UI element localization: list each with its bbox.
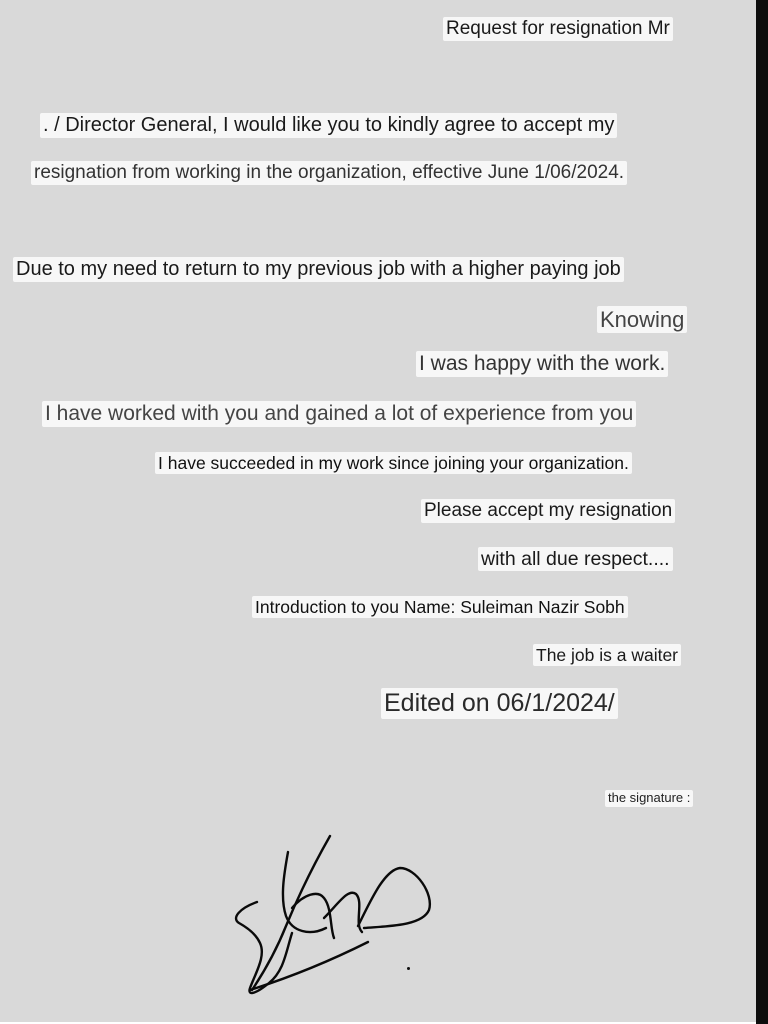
edited-date: Edited on 06/1/2024/ bbox=[381, 688, 618, 719]
handwritten-signature bbox=[226, 830, 436, 1002]
letter-line-happy: I was happy with the work. bbox=[416, 351, 668, 377]
letter-line-job: The job is a waiter bbox=[533, 644, 681, 666]
letter-line-director-general: . / Director General, I would like you to kindly agree to accept my bbox=[40, 113, 617, 138]
letter-line-name: Introduction to you Name: Suleiman Nazir Sobh bbox=[252, 596, 628, 618]
letter-line-accept: Please accept my resignation bbox=[421, 499, 675, 523]
letter-line-effective-date: resignation from working in the organization, effective June 1/06/2024. bbox=[31, 161, 627, 185]
letter-line-respect: with all due respect.... bbox=[478, 547, 673, 571]
signature-dot bbox=[407, 967, 410, 970]
letter-line-knowing: Knowing bbox=[597, 306, 687, 333]
signature-label: the signature : bbox=[605, 790, 693, 807]
letter-line-succeeded: I have succeeded in my work since joining your organization. bbox=[155, 452, 632, 474]
letter-line-experience: I have worked with you and gained a lot of experience from you bbox=[42, 401, 636, 427]
letter-heading: Request for resignation Mr bbox=[443, 17, 673, 41]
letter-line-reason: Due to my need to return to my previous job with a higher paying job bbox=[13, 257, 624, 282]
scan-edge bbox=[756, 0, 768, 1024]
